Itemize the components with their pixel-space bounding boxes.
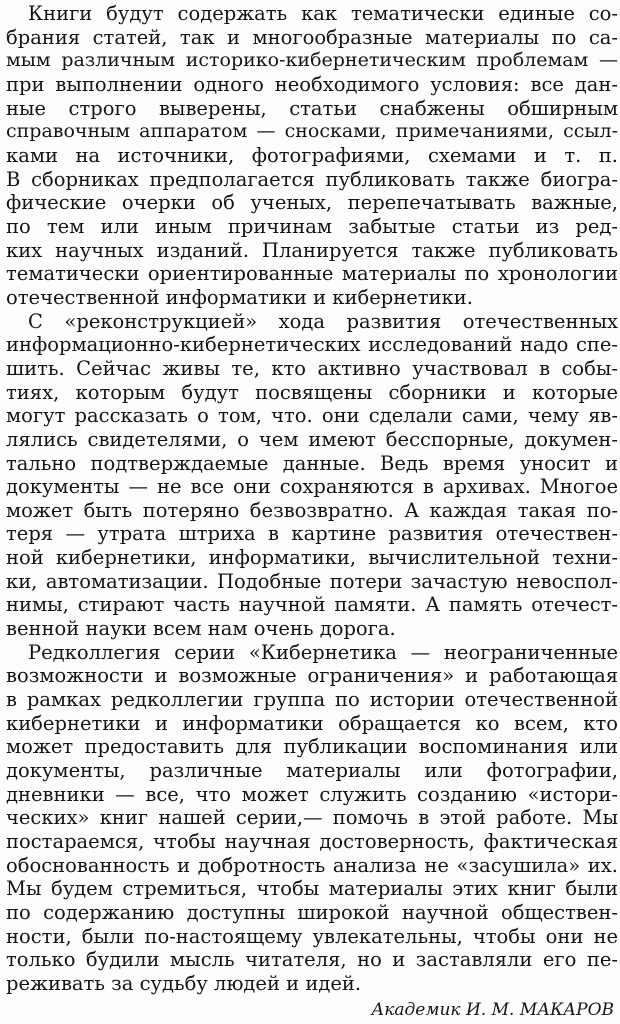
text-line: теря — утрата штриха в картине развития отечествен- — [6, 522, 618, 546]
text-line: информационно-кибернетических исследований надо спе- — [6, 333, 618, 357]
text-line: венной науки всем нам очень дорога. — [6, 617, 396, 641]
text-line: ких научных изданий. Планируется также публиковать — [6, 238, 618, 262]
text-line: при выполнении одного необходимого условия: все дан- — [6, 72, 618, 96]
text-line: тиях, которым будут посвящены сборники и которые — [6, 380, 618, 404]
text-line: только будили мысль читателя, но и заставляли его пе- — [6, 948, 618, 972]
text-line: шить. Сейчас живы те, кто активно участвовал в собы- — [6, 356, 618, 380]
text-line: может предоставить для публикации воспоминания или — [6, 735, 618, 759]
text-line: лялись свидетелями, о чем имеют бесспорные, докумен- — [6, 427, 618, 451]
text-line: справочным аппаратом — сносками, примечаниями, ссыл- — [6, 120, 618, 143]
text-line: Мы будем стремиться, чтобы материалы этих книг были — [6, 877, 618, 901]
text-line: Книги будут содержать как тематически единые со- — [28, 2, 618, 25]
text-line: по содержанию доступны широкой научной обществен- — [6, 901, 618, 925]
text-line: фические очерки об ученых, перепечатывать важные, — [6, 191, 618, 215]
text-line: ной кибернетики, информатики, вычислительной техни- — [6, 546, 618, 570]
text-line: могут рассказать о том, что. они сделали сами, чему яв- — [6, 404, 618, 428]
author-signature: Академик И. М. МАКАРОВ — [371, 1000, 614, 1020]
text-line: может быть потеряно безвозвратно. А каждая такая по- — [6, 498, 618, 522]
text-line: брания статей, так и многообразные материалы по са- — [6, 25, 618, 49]
text-line: в рамках редколлегии группа по истории отечественной — [6, 688, 618, 712]
text-line: дневники — все, что может служить созданию «истори- — [6, 782, 618, 806]
text-line: отечественной информатики и кибернетики. — [6, 285, 473, 309]
text-line: ные строго выверены, статьи снабжены обширным — [6, 96, 618, 120]
text-line: С «реконструкцией» хода развития отечественных — [28, 309, 618, 333]
text-line: В сборниках предполагается публиковать также биогра- — [6, 167, 618, 191]
text-line: обоснованность и добротность анализа не «засушила» их. — [6, 853, 618, 877]
text-line: нимы, стирают часть научной памяти. А память отечест- — [6, 593, 618, 617]
text-line: документы, различные материалы или фотографии, — [6, 759, 618, 783]
text-line: мым различным историко-кибернетическим проблемам — — [6, 49, 618, 72]
text-line: ками на источники, фотографиями, схемами и т. п. — [6, 143, 618, 167]
text-line: тально подтверждаемые данные. Ведь время уносит и — [6, 451, 618, 475]
text-line: документы — не все они сохраняются в архивах. Многое — [6, 475, 618, 499]
text-line: реживать за судьбу людей и идей. — [6, 972, 362, 995]
text-line: Редколлегия серии «Кибернетика — неограниченные — [28, 640, 618, 664]
text-line: кибернетики и информатики обращается ко всем, кто — [6, 711, 618, 735]
text-line: постараемся, чтобы научная достоверность, фактическая — [6, 830, 618, 854]
text-line: по тем или иным причинам забытые статьи из ред- — [6, 214, 618, 238]
text-line: тематически ориентированные материалы по хронологии — [6, 262, 618, 286]
text-line: возможности и возможные ограничения» и работающая — [6, 664, 618, 688]
text-line: ности, были по-настоящему увлекательны, чтобы они не — [6, 924, 618, 948]
text-line: ки, автоматизации. Подобные потери зачастую невоспол- — [6, 569, 618, 593]
text-line: ческих» книг нашей серии,— помочь в этой работе. Мы — [6, 806, 618, 830]
